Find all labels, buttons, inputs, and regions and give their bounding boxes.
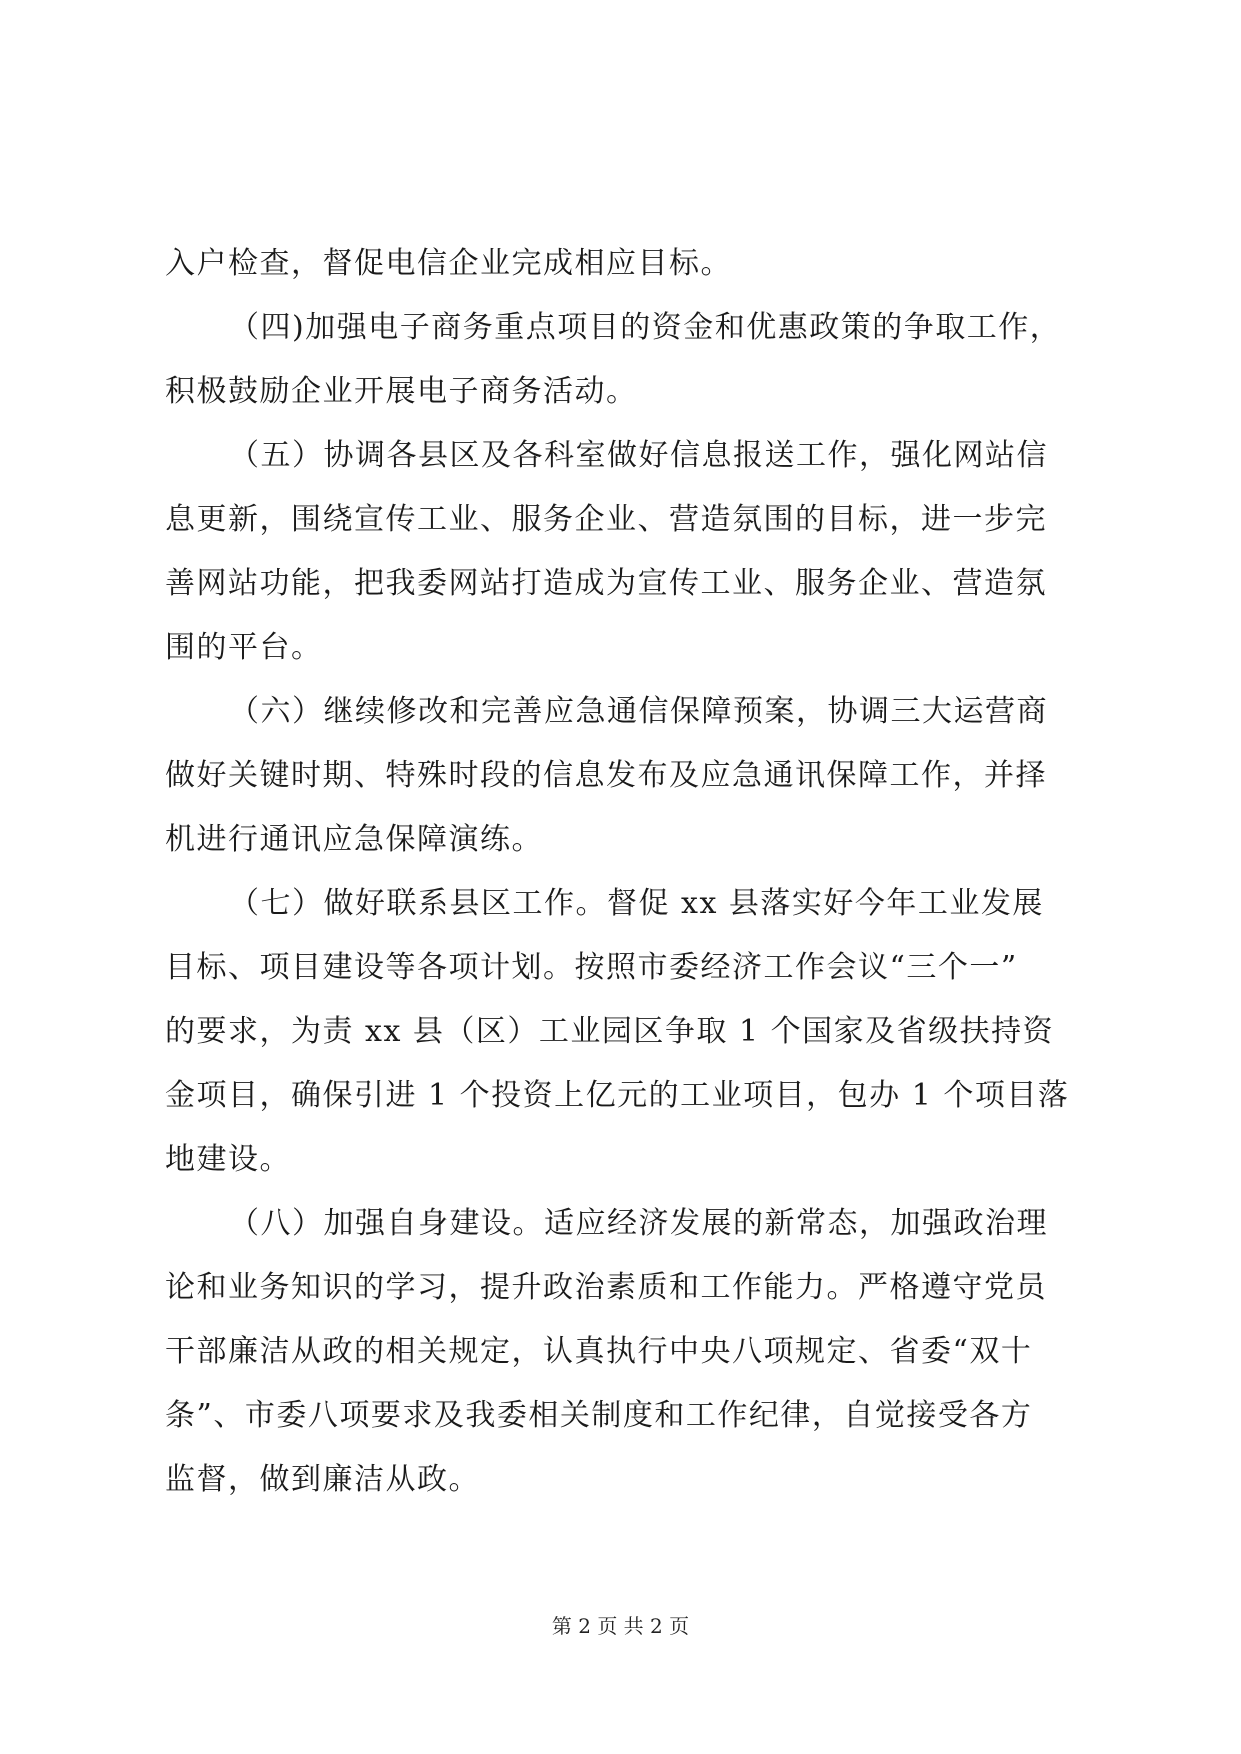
paragraph-first-line: （六）继续修改和完善应急通信保障预案，协调三大运营商 xyxy=(229,694,1048,729)
paragraph-line: 围的平台。 xyxy=(165,630,323,665)
paragraph-line: 条”、市委八项要求及我委相关制度和工作纪律，自觉接受各方 xyxy=(165,1398,1033,1433)
paragraph-first-line: （八）加强自身建设。适应经济发展的新常态，加强政治理 xyxy=(229,1206,1048,1241)
paragraph-first-line: （四)加强电子商务重点项目的资金和优惠政策的争取工作， xyxy=(229,310,1062,345)
document-body xyxy=(165,232,1095,1512)
paragraph-line: 地建设。 xyxy=(165,1142,291,1177)
paragraph-line: 论和业务知识的学习，提升政治素质和工作能力。严格遵守党员 xyxy=(165,1270,1047,1305)
paragraph-line: 机进行通讯应急保障演练。 xyxy=(165,822,543,857)
paragraph-line: 积极鼓励企业开展电子商务活动。 xyxy=(165,374,638,409)
paragraph-line: 监督，做到廉洁从政。 xyxy=(165,1462,480,1497)
paragraph-line: 干部廉洁从政的相关规定，认真执行中央八项规定、省委“双十 xyxy=(165,1334,1033,1369)
paragraph-line: 善网站功能，把我委网站打造成为宣传工业、服务企业、营造氛 xyxy=(165,566,1047,601)
paragraph-line: 做好关键时期、特殊时段的信息发布及应急通讯保障工作，并择 xyxy=(165,758,1047,793)
paragraph-line: 目标、项目建设等各项计划。按照市委经济工作会议“三个一” xyxy=(165,950,1018,985)
paragraph-line: 入户检查，督促电信企业完成相应目标。 xyxy=(165,246,732,281)
page-footer: 第 2 页 共 2 页 xyxy=(551,1614,690,1638)
paragraph-line: 息更新，围绕宣传工业、服务企业、营造氛围的目标，进一步完 xyxy=(165,502,1047,537)
paragraph-line: 金项目，确保引进 1 个投资上亿元的工业项目，包办 1 个项目落 xyxy=(165,1078,1070,1113)
paragraph-line: 的要求，为责 xx 县（区）工业园区争取 1 个国家及省级扶持资 xyxy=(165,1014,1055,1049)
paragraph-first-line: （七）做好联系县区工作。督促 xx 县落实好今年工业发展 xyxy=(229,886,1044,921)
paragraph-first-line: （五）协调各县区及各科室做好信息报送工作，强化网站信 xyxy=(229,438,1048,473)
